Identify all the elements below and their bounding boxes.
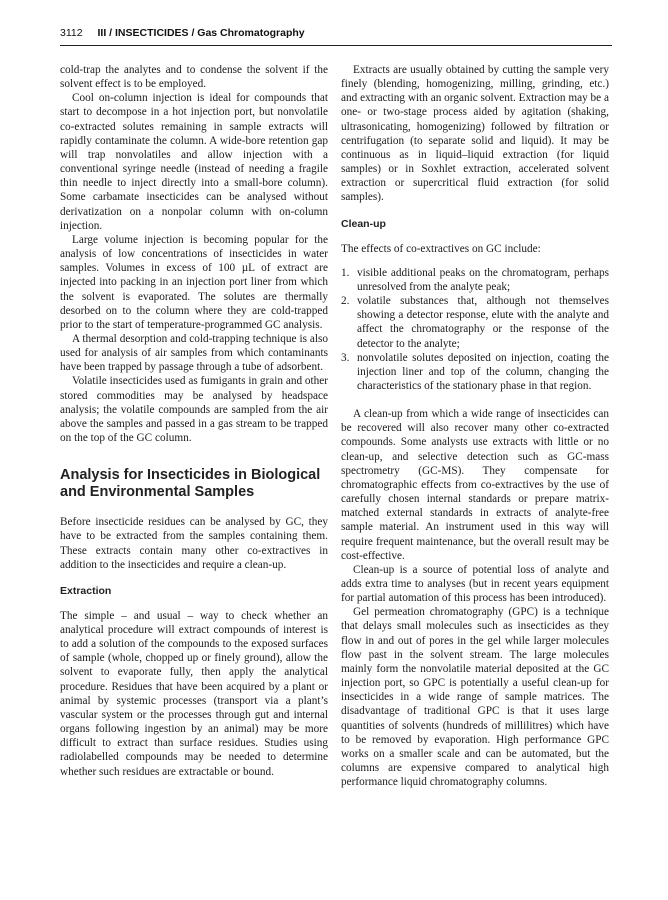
page-number: 3112 <box>60 27 83 39</box>
list-number: 1. <box>341 266 350 279</box>
paragraph: The simple – and usual – way to check whether an analytical procedure will extract compounds of interest is to add a solution of the compounds to the exposed surfaces of sample (whole, chopped up or finely ground), allow the solvent to evaporate fully, then apply the analytical procedure. Residues that have been acquired by a plant or animal by systemic processes (transport via a plant’s vascular system or the processes through gut and internal organs following ingestion by an animal) may be more difficult to extract than surface residues. Studies using radiolabelled compounds may be needed to determine whether such residues are extractable or bound. <box>60 609 328 778</box>
paragraph: Before insecticide residues can be analysed by GC, they have to be extracted from the samples containing them. These extracts contain many other co-extractives in addition to the insecticides and require a clean-up. <box>60 516 328 571</box>
subsection-heading-cleanup: Clean-up <box>341 217 386 230</box>
paragraph: The effects of co-extractives on GC include: <box>341 242 541 255</box>
paragraph: Large volume injection is becoming popular for the analysis of low concentrations of insecticides in water samples. Volumes in excess of 100 µL of extract are injected into packing in an injection port liner from which the solvent is evaporated. The solutes are thermally desorbed on to the column where they are cold-trapped prior to the start of temperature-programmed GC analysis. <box>60 233 328 331</box>
paragraph: Cool on-column injection is ideal for compounds that start to decompose in a hot injection port, but nonvolatile co-extracted solutes remaining in sample extracts will rapidly contaminate the column. A wide-bore retention gap will trap nonvolatiles and allow injection with a conventional syringe needle (instead of needing a fragile thin needle to inject directly into a small-bore column). Some carbamate insecticides can be analysed without derivatization on a nonpolar column with on-column injection. <box>60 92 328 232</box>
paragraph: A clean-up from which a wide range of insecticides can be recovered will also recover many other co-extracted compounds. Some analysts use extracts with little or no clean-up, and selective detection such as GC-mass spectrometry (GC-MS). They compensate for chromatographic effects from co-extractives by the use of carefully chosen internal standards or prepare matrix-matched external standards in extracts of analyte-free sample material. An instrument used in this way will require frequent maintenance, but the overall result may be cost-effective. <box>341 408 609 562</box>
paragraph: Volatile insecticides used as fumigants in grain and other stored commodities may be analysed by headspace analysis; the volatile compounds are sampled from the air above the samples and passed in a gas stream to be trapped on the top of the GC column. <box>60 375 328 445</box>
effects-list <box>341 266 609 393</box>
paragraph: A thermal desorption and cold-trapping technique is also used for analysis of air samples from which contaminants have been trapped by passage through a tube of adsorbent. <box>60 332 328 374</box>
list-item <box>341 266 609 294</box>
list-item <box>341 294 609 351</box>
running-header <box>60 27 612 39</box>
paragraph: cold-trap the analytes and to condense the solvent if the solvent effect is to be employed. <box>60 64 328 91</box>
list-text: visible additional peaks on the chromatogram, perhaps unresolved from the analyte peak; <box>357 266 609 293</box>
right-column <box>341 63 609 789</box>
subsection-heading-extraction: Extraction <box>60 584 112 597</box>
paragraph: Gel permeation chromatography (GPC) is a technique that delays small molecules such as insecticides as they flow in and out of pores in the gel while larger molecules flow past in the solvent stream. The large molecules mainly form the nonvolatile material deposited at the GC injection port, so GPC is potentially a useful clean-up for insecticides in a wide range of sample matrices. The disadvantage of traditional GPC is that it uses large quantities of solvents (hundreds of millilitres) which have to be removed by evaporation. High performance GPC works on a smaller scale and can be automated, but the columns are expensive compared to analytical high performance liquid chromatography columns. <box>341 606 609 789</box>
paragraph: Clean-up is a source of potential loss of analyte and adds extra time to analyses (but in recent years equipment for partial automation of this process has been introduced). <box>341 563 609 605</box>
section-title: III / INSECTICIDES / Gas Chromatography <box>97 27 305 39</box>
header-rule <box>60 45 612 46</box>
list-text: nonvolatile solutes deposited on injection, coating the injection liner and top of the column, changing the characteristics of the stationary phase in that region. <box>357 351 609 392</box>
left-column <box>60 63 328 779</box>
list-text: volatile substances that, although not themselves showing a detector response, elute with the analyte and affect the chromatography or the response of the detector to the analyte; <box>357 295 609 350</box>
list-number: 2. <box>341 295 350 308</box>
section-heading: Analysis for Insecticides in Biological and Environmental Samples <box>60 467 321 501</box>
list-item <box>341 351 609 393</box>
list-number: 3. <box>341 351 350 364</box>
paragraph: Extracts are usually obtained by cutting the sample very finely (blending, homogenizing, milling, grinding, etc.) and extracting with an organic solvent. Extraction may be a one- or two-stage process aided by agitation (shaking, ultrasonicating, homogenizing) followed by filtration or centrifugation (to separate solid and liquid). It may be continuous as in liquid–liquid extraction (for liquid samples) or in Soxhlet extraction, accelerated solvent extraction or supercritical fluid extraction (for solid samples). <box>341 64 609 204</box>
